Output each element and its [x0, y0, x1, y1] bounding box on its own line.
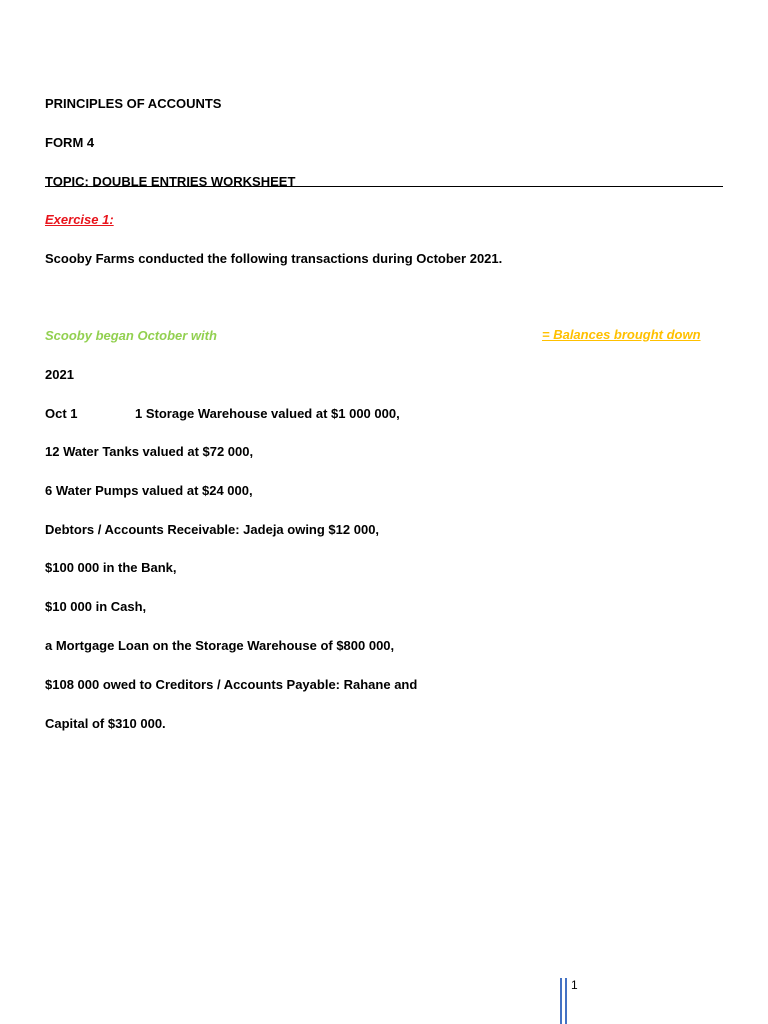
marker-bar — [565, 978, 567, 1024]
date-label: Oct 1 — [45, 406, 78, 421]
transaction-item: 6 Water Pumps valued at $24 000, — [45, 483, 253, 498]
transaction-item: a Mortgage Loan on the Storage Warehouse of $800 000, — [45, 638, 395, 653]
subject-heading: PRINCIPLES OF ACCOUNTS — [45, 96, 222, 111]
transaction-item: $100 000 in the Bank, — [45, 560, 177, 575]
transaction-item: Capital of $310 000. — [45, 716, 166, 731]
page-number: 1 — [571, 978, 578, 992]
transaction-item: $108 000 owed to Creditors / Accounts Payable: Rahane and — [45, 677, 418, 692]
page-number-marker — [560, 978, 570, 1024]
transaction-item — [45, 406, 400, 422]
transaction-item: $10 000 in Cash, — [45, 599, 147, 614]
topic-underline — [45, 186, 723, 187]
balances-brought-down-label: = Balances brought down — [542, 327, 701, 342]
exercise-intro: Scooby Farms conducted the following transactions during October 2021. — [45, 251, 503, 266]
began-label: Scooby began October with — [45, 328, 217, 343]
marker-bar — [560, 978, 562, 1024]
form-heading: FORM 4 — [45, 135, 95, 150]
exercise-title: Exercise 1: — [45, 212, 114, 227]
transaction-item: 12 Water Tanks valued at $72 000, — [45, 444, 254, 459]
transaction-item: Debtors / Accounts Receivable: Jadeja owing $12 000, — [45, 522, 380, 537]
topic-heading: TOPIC: DOUBLE ENTRIES WORKSHEET — [45, 174, 296, 189]
year-label: 2021 — [45, 367, 74, 382]
item-text: 1 Storage Warehouse valued at $1 000 000, — [135, 406, 400, 421]
